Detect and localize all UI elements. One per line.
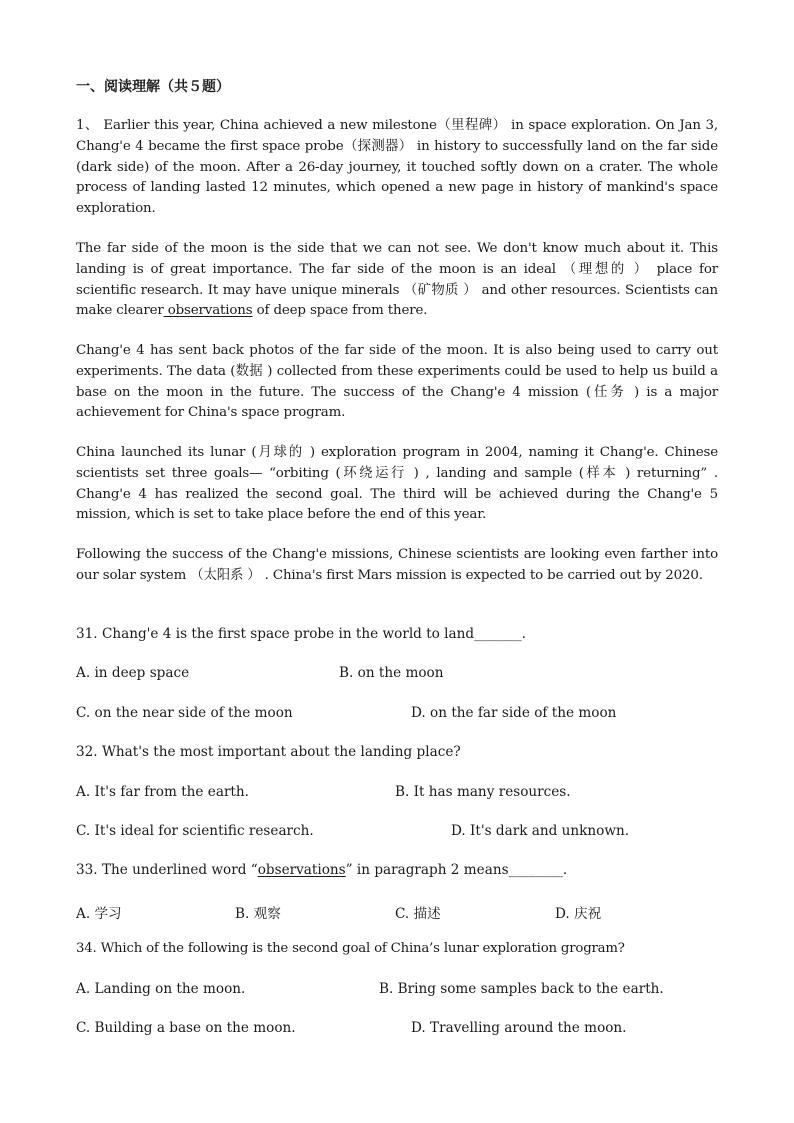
question-33-option-b: B. 观察: [235, 906, 281, 922]
question-33-stem: [76, 862, 567, 878]
question-34-option-a: A. Landing on the moon.: [76, 981, 246, 997]
question-33-underlined-word: observations: [257, 862, 346, 878]
question-33-stem-end: ” in paragraph 2 means________.: [345, 862, 568, 878]
section-heading: 一、阅读理解（共５题）: [76, 79, 230, 95]
question-32-option-b: B. It has many resources.: [395, 784, 571, 800]
passage-paragraph-4: China launched its lunar (月球的 ) exploration program in 2004, naming it Chang'e. Chinese scientists set three goals— “orbiting (环绕运行 ) , landing and sample (样本 ) returning” . Chang'e 4 has realized the second goal. The third will be achieved during the Chang'e 5 mission, which is set to take place before the end of this year.: [76, 445, 718, 523]
paragraph-2-text: The far side of the moon is the side that we can not see. We don't know much about it. This landing is of great importance. The far side of the moon is an ideal （理想的 ） place for scientific research. It may have unique minerals （矿物质 ） and other resources. Scientists can make clearer: [76, 241, 718, 319]
question-32-stem: 32. What's the most important about the landing place?: [76, 744, 461, 760]
passage-paragraph-3: Chang'e 4 has sent back photos of the far side of the moon. It is also being used to carry out experiments. The data (数据 ) collected from these experiments could be used to help us build a base on the moon in the future. The success of the Chang'e 4 mission (任务 ) is a major achievement for China's space program.: [76, 343, 718, 421]
question-33-option-d: D. 庆祝: [555, 906, 602, 922]
question-34-option-b: B. Bring some samples back to the earth.: [379, 981, 664, 997]
question-31-option-a: A. in deep space: [76, 665, 190, 681]
question-32-option-a: A. It's far from the earth.: [76, 784, 249, 800]
question-33-option-a: A. 学习: [76, 906, 122, 922]
question-33-option-c: C. 描述: [395, 906, 441, 922]
question-31-stem: 31. Chang'e 4 is the first space probe in the world to land_______.: [76, 626, 526, 642]
underlined-word-observations: observations: [163, 303, 253, 319]
question-31-option-c: C. on the near side of the moon: [76, 705, 293, 721]
question-31-option-b: B. on the moon: [339, 665, 444, 681]
question-32-option-c: C. It's ideal for scientific research.: [76, 823, 314, 839]
question-34-option-c: C. Building a base on the moon.: [76, 1020, 296, 1036]
passage-paragraph-2: [76, 239, 718, 322]
question-34-stem: 34. Which of the following is the second goal of China’s lunar exploration grogram?: [76, 941, 625, 956]
question-32-option-d: D. It's dark and unknown.: [451, 823, 630, 839]
question-33-stem-start: 33. The underlined word “: [76, 862, 258, 878]
passage-paragraph-5: Following the success of the Chang'e missions, Chinese scientists are looking even farther into our solar system （太阳系 ） . China's first Mars mission is expected to be carried out by 2020.: [76, 547, 718, 583]
paragraph-2-text-end: of deep space from there.: [252, 303, 428, 319]
passage-paragraph-1: 1、 Earlier this year, China achieved a new milestone（里程碑） in space exploration. On Jan 3, Chang'e 4 became the first space probe（探测器） in history to successfully land on the far side (dark side) of the moon. After a 26-day journey, it touched softly down on a crater. The whole process of landing lasted 12 minutes, which opened a new page in history of mankind's space exploration.: [76, 118, 718, 217]
question-31-option-d: D. on the far side of the moon: [411, 705, 617, 721]
question-34-option-d: D. Travelling around the moon.: [411, 1020, 627, 1036]
